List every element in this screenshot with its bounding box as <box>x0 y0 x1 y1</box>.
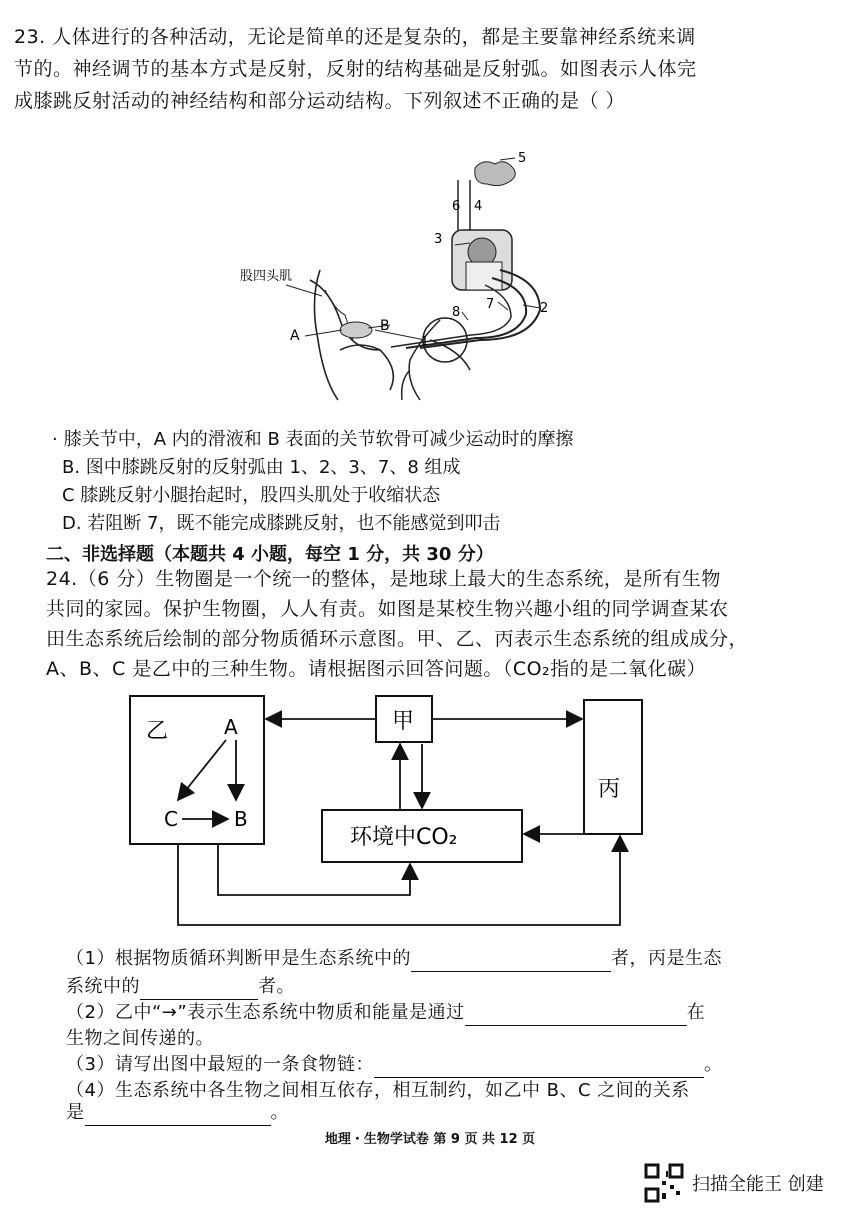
blank-4[interactable] <box>374 1057 704 1078</box>
section-heading: 二、非选择题（本题共 4 小题，每空 1 分，共 30 分） <box>46 544 494 565</box>
label-yi: 乙 <box>146 719 169 744</box>
q24-line-1: 24.（6 分）生物圈是一个统一的整体，是地球上最大的生态系统，是所有生物 <box>46 568 721 590</box>
option-b: B. 图中膝跳反射的反射弧由 1、2、3、7、8 组成 <box>62 457 461 478</box>
scanner-watermark <box>644 1163 824 1203</box>
q23-line-2: 节的。神经调节的基本方式是反射，反射的结构基础是反射弧。如图表示人体完 <box>14 58 697 80</box>
label-a: A <box>290 328 300 344</box>
option-a: · 膝关节中，A 内的滑液和 B 表面的关节软骨可减少运动时的摩擦 <box>52 429 574 450</box>
org-c: C <box>164 807 178 831</box>
blank-5[interactable] <box>85 1105 271 1126</box>
blank-1[interactable] <box>411 951 611 972</box>
muscle-label: 股四头肌 <box>240 269 293 284</box>
box-bing <box>584 700 642 834</box>
label-2: 2 <box>540 301 549 316</box>
label-7: 7 <box>486 297 495 312</box>
label-bing: 丙 <box>598 777 621 802</box>
sub-q3: （3）请写出图中最短的一条食物链： 。 <box>66 1052 722 1078</box>
label-8: 8 <box>452 305 461 320</box>
q23-line-1: 23. 人体进行的各种活动，无论是简单的还是复杂的，都是主要靠神经系统来调 <box>14 26 696 48</box>
q24-line-2: 共同的家园。保护生物圈，人人有责。如图是某校生物兴趣小组的同学调查某农 <box>46 598 729 620</box>
sub-q2-line1: （2）乙中“→”表示生态系统中物质和能量是通过 在 <box>66 1000 705 1026</box>
org-b: B <box>234 807 248 831</box>
sub-q2-line2: 生物之间传递的。 <box>66 1028 214 1049</box>
blank-2[interactable] <box>140 979 258 1000</box>
ecosystem-diagram <box>120 688 660 938</box>
label-co2: 环境中CO₂ <box>350 825 458 850</box>
q23-line-3: 成膝跳反射活动的神经结构和部分运动结构。下列叙述不正确的是（ ） <box>14 90 626 112</box>
page-footer: 地理・生物学试卷 第 9 页 共 12 页 <box>324 1132 536 1147</box>
blank-3[interactable] <box>465 1005 687 1026</box>
knee-reflex-figure <box>230 140 590 410</box>
label-b: B <box>380 318 390 334</box>
sub-q1-line1: （1）根据物质循环判断甲是生态系统中的 者，丙是生态 <box>66 946 722 972</box>
sub-q1-line2: 系统中的 者。 <box>66 974 295 1000</box>
sub-q4-line2: 是 。 <box>66 1100 289 1126</box>
option-d: D. 若阻断 7，既不能完成膝跳反射，也不能感觉到叩击 <box>62 513 501 534</box>
qr-code-icon <box>644 1163 684 1203</box>
option-c: C 膝跳反射小腿抬起时，股四头肌处于收缩状态 <box>62 485 441 506</box>
q24-line-3: 田生态系统后绘制的部分物质循环示意图。甲、乙、丙表示生态系统的组成成分， <box>46 628 749 650</box>
label-jia: 甲 <box>392 709 415 734</box>
sub-q4-line1: （4）生态系统中各生物之间相互依存，相互制约，如乙中 B、C 之间的关系 <box>66 1080 690 1101</box>
label-6: 6 <box>452 199 461 214</box>
org-a: A <box>224 715 238 739</box>
label-5: 5 <box>518 151 527 166</box>
q24-line-4: A、B、C 是乙中的三种生物。请根据图示回答问题。（CO₂指的是二氧化碳） <box>46 658 707 680</box>
label-4: 4 <box>474 199 483 214</box>
brain-shape <box>475 162 516 186</box>
label-1: 1 <box>421 334 429 348</box>
watermark-text: 扫描全能王 创建 <box>692 1174 824 1195</box>
label-3: 3 <box>434 232 443 247</box>
